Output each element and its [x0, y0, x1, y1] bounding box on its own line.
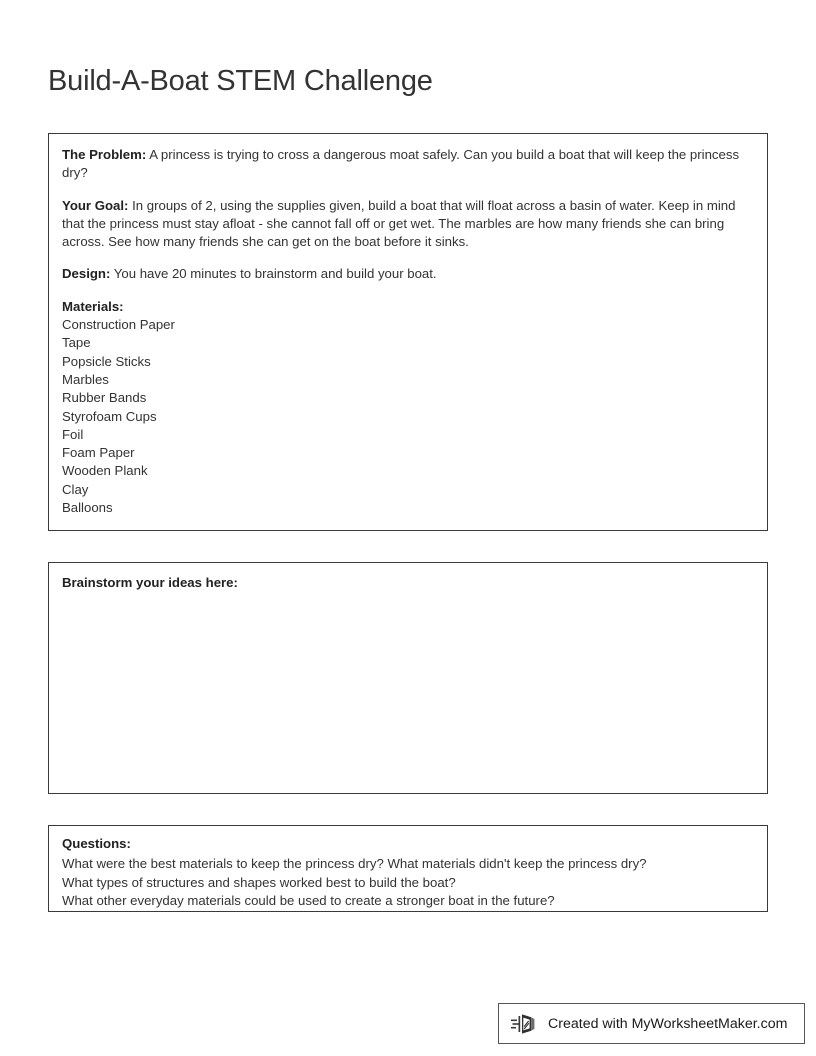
list-item: Styrofoam Cups	[62, 408, 157, 424]
problem-label: The Problem:	[62, 147, 147, 162]
list-item: Clay	[62, 481, 89, 497]
brainstorm-write-area[interactable]	[62, 594, 753, 779]
list-item: Wooden Plank	[62, 463, 148, 479]
worksheet-maker-logo-icon	[511, 1012, 541, 1036]
problem-text: A princess is trying to cross a dangerous moat safely. Can you build a boat that will keep the princess dry?	[62, 147, 740, 181]
problem-paragraph	[62, 146, 753, 183]
question-item: What types of structures and shapes worked best to build the boat?	[62, 874, 456, 890]
list-item: Construction Paper	[62, 317, 175, 333]
list-item: Foam Paper	[62, 445, 135, 461]
created-with-badge[interactable]	[498, 1003, 805, 1044]
materials-list	[62, 316, 753, 517]
list-item: Foil	[62, 426, 84, 442]
questions-panel	[48, 825, 768, 912]
list-item: Tape	[62, 335, 91, 351]
design-label: Design:	[62, 266, 111, 282]
list-item: Balloons	[62, 500, 113, 516]
questions-heading: Questions:	[62, 836, 131, 851]
goal-text: In groups of 2, using the supplies given, build a boat that will float across a basin of water. Keep in mind that the princess must stay afloat - she cannot fall off or get wet. The marbles are how many friends she can bring across. See how many friends she can get on the boat before it sinks.	[62, 197, 736, 250]
question-item: What were the best materials to keep the princess dry? What materials didn't keep the princess dry?	[62, 856, 647, 872]
brainstorm-heading: Brainstorm your ideas here:	[62, 575, 238, 590]
page-title: Build-A-Boat STEM Challenge	[48, 65, 433, 98]
question-item: What other everyday materials could be used to create a stronger boat in the future?	[62, 892, 555, 908]
brainstorm-panel[interactable]	[48, 562, 768, 794]
list-item: Rubber Bands	[62, 390, 147, 406]
materials-label: Materials:	[62, 298, 124, 314]
list-item: Popsicle Sticks	[62, 353, 151, 369]
goal-label: Your Goal:	[62, 197, 129, 213]
goal-paragraph	[62, 197, 753, 252]
design-paragraph	[62, 265, 753, 283]
design-text: You have 20 minutes to brainstorm and build your boat.	[110, 266, 437, 282]
list-item: Marbles	[62, 371, 109, 387]
badge-label: Created with MyWorksheetMaker.com	[548, 1015, 788, 1032]
problem-panel	[48, 133, 768, 531]
